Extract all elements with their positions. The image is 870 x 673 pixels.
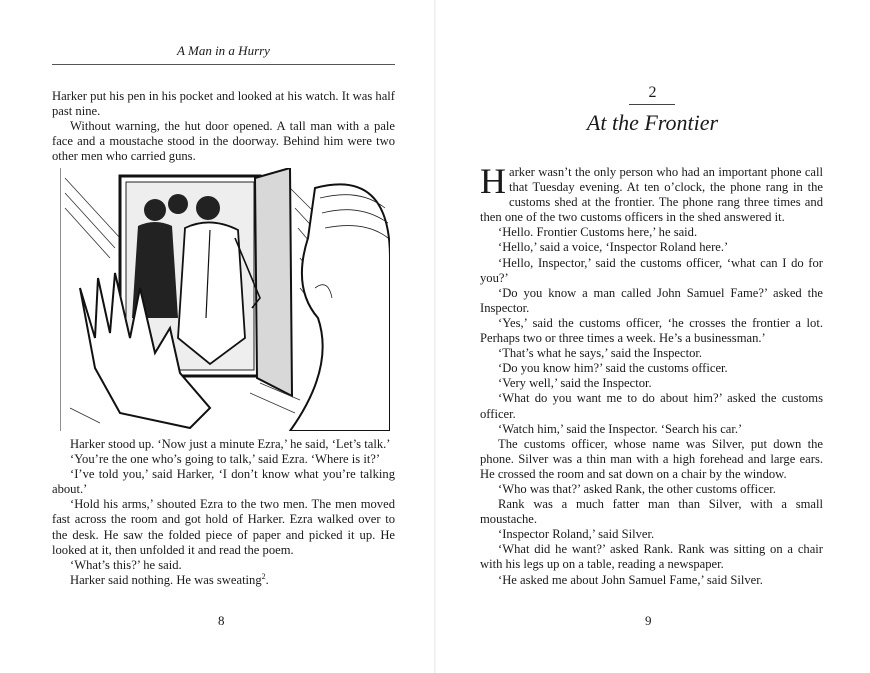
paragraph: ‘I’ve told you,’ said Harker, ‘I don’t know what you’re talking about.’ bbox=[52, 467, 395, 497]
paragraph: The customs officer, whose name was Silver, put down the phone. Silver was a thin man with a high forehead and large ears. He crossed the room and sat down on a chair by the window. bbox=[480, 436, 823, 481]
paragraph: ‘Inspector Roland,’ said Silver. bbox=[498, 527, 655, 542]
paragraph: Harker stood up. ‘Now just a minute Ezra,’ he said, ‘Let’s talk.’ bbox=[70, 437, 391, 451]
paragraph: ‘That’s what he says,’ said the Inspector. bbox=[498, 346, 703, 361]
running-head: A Man in a Hurry bbox=[177, 43, 270, 58]
paragraph-first bbox=[480, 161, 823, 225]
paragraph-text: arker wasn’t the only person who had an important phone call that Tuesday evening. At ten o’clock, the phone rang in the customs shed at the frontier. The phone rang three times and then one of the two customs officers in the shed answered it. bbox=[480, 165, 823, 225]
paragraph-last bbox=[52, 573, 395, 588]
page-number: 8 bbox=[218, 613, 225, 628]
paragraph: ‘Who was that?’ asked Rank, the other customs officer. bbox=[498, 481, 776, 496]
left-text-top bbox=[52, 89, 395, 164]
paragraph: ‘Very well,’ said the Inspector. bbox=[498, 376, 652, 391]
paragraph: ‘Hold his arms,’ shouted Ezra to the two men. The men moved fast across the room and got hold of Harker. Ezra walked over to the desk. He saw the folded piece of paper and picked it up. He looked at it, then unfolded it and read the poem. bbox=[52, 497, 395, 557]
paragraph: ‘What’s this?’ he said. bbox=[70, 557, 182, 572]
paragraph: ‘He asked me about John Samuel Fame,’ said Silver. bbox=[498, 572, 763, 587]
paragraph-text: Harker said nothing. He was sweating bbox=[70, 572, 262, 587]
sentence-end: . bbox=[265, 572, 269, 587]
paragraph: ‘Yes,’ said the customs officer, ‘he crosses the frontier a lot. Perhaps two or three times a week. He’s a businessman.’ bbox=[480, 315, 823, 346]
paragraph: Harker put his pen in his pocket and looked at his watch. It was half past nine. bbox=[52, 89, 395, 119]
footnote-marker[interactable]: 2 bbox=[261, 571, 266, 581]
chapter-number: 2 bbox=[648, 84, 657, 101]
paragraph: ‘What do you want me to do about him?’ asked the customs officer. bbox=[480, 391, 823, 421]
paragraph: ‘Do you know him?’ said the customs officer. bbox=[498, 361, 728, 376]
illustration bbox=[60, 168, 390, 431]
paragraph: ‘Do you know a man called John Samuel Fame?’ asked the Inspector. bbox=[480, 285, 823, 315]
header-rule bbox=[52, 64, 395, 65]
paragraph: ‘Hello,’ said a voice, ‘Inspector Roland here.’ bbox=[498, 240, 729, 255]
paragraph: ‘Watch him,’ said the Inspector. ‘Search his car.’ bbox=[498, 421, 743, 436]
paragraph: Without warning, the hut door opened. A tall man with a pale face and a moustache stood in the doorway. Behind him were two other men who carried guns. bbox=[52, 119, 395, 164]
right-text bbox=[480, 161, 823, 588]
right-page bbox=[435, 0, 870, 673]
paragraph: ‘You’re the one who’s going to talk,’ said Ezra. ‘Where is it?’ bbox=[70, 452, 381, 467]
paragraph: ‘Hello. Frontier Customs here,’ he said. bbox=[498, 225, 698, 240]
chapter-rule bbox=[629, 104, 675, 105]
paragraph: Rank was a much fatter man than Silver, with a small moustache. bbox=[480, 497, 823, 527]
paragraph: ‘Hello, Inspector,’ said the customs officer, ‘what can I do for you?’ bbox=[480, 255, 823, 285]
page-number: 9 bbox=[645, 613, 652, 628]
chapter-title: At the Frontier bbox=[586, 110, 719, 135]
left-text-bottom bbox=[52, 437, 395, 588]
drop-cap: H bbox=[480, 161, 506, 201]
paragraph: ‘What did he want?’ asked Rank. Rank was sitting on a chair with his legs up on a table, reading a newspaper. bbox=[480, 542, 823, 572]
